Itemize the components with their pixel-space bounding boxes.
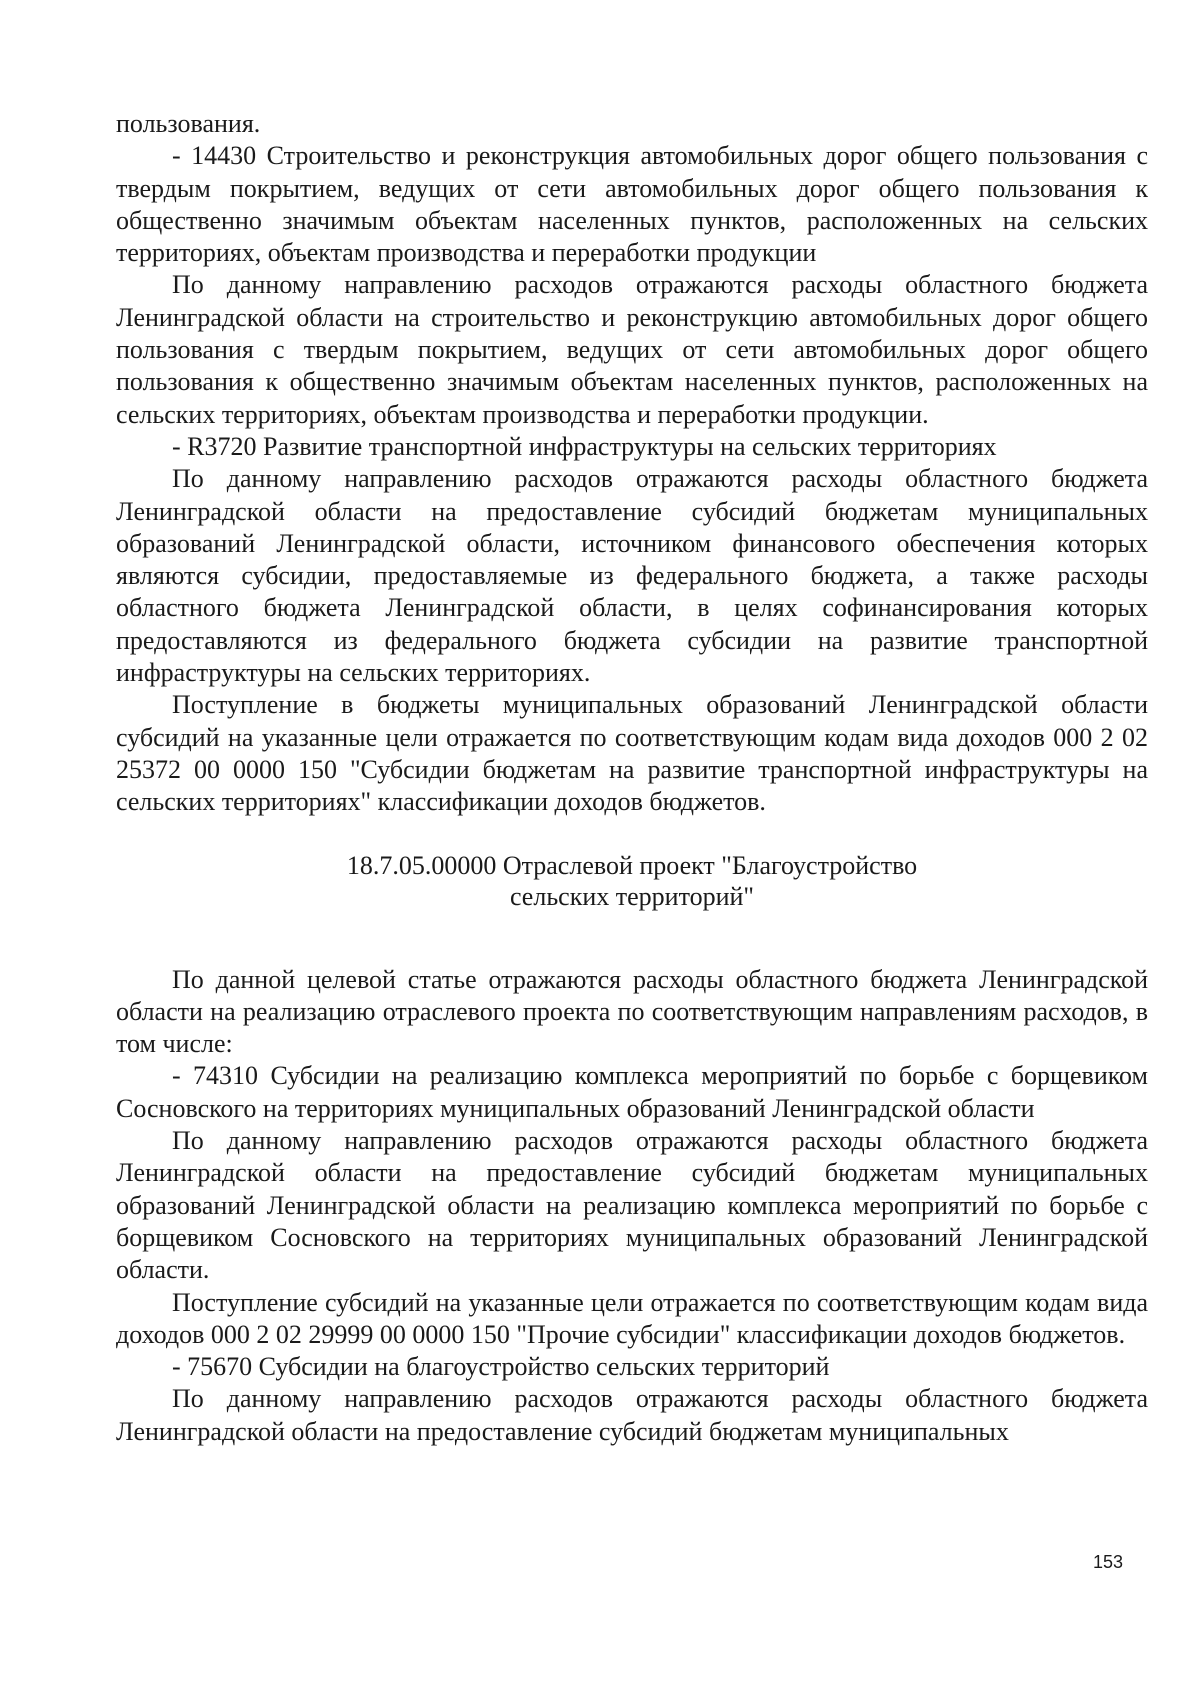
paragraph-target-article: По данной целевой статье отражаются расходы областного бюджета Ленинградской области на реализацию отраслевого проекта по соответствующим направлениям расходов, в том числе: [116, 964, 1148, 1059]
document-page [116, 108, 1148, 1448]
paragraph-r3720-description: По данному направлению расходов отражаются расходы областного бюджета Ленинградской области на предоставление субсидий бюджетам муниципальных образований Ленинградской области, источником финансового обеспечения которых являются субсидии, предоставляемые из федерального бюджета, а также расходы областного бюджета Ленинградской области, в целях софинансирования которых предоставляются из федерального бюджета субсидии на развитие транспортной инфраструктуры на сельских территориях. [116, 464, 1148, 688]
section-heading [116, 850, 1148, 912]
item-74310: - 74310 Субсидии на реализацию комплекса мероприятий по борьбе с борщевиком Сосновского на территориях муниципальных образований Ленинградской области [116, 1061, 1148, 1123]
paragraph-74310-revenue: Поступление субсидий на указанные цели отражается по соответствующим кодам вида доходов 000 2 02 29999 00 0000 150 "Прочие субсидии" классификации доходов бюджетов. [116, 1287, 1148, 1349]
section-heading-line-2: сельских территорий" [509, 881, 755, 911]
paragraph-r3720-revenue: Поступление в бюджеты муниципальных образований Ленинградской области субсидий на указанные цели отражается по соответствующим кодам вида доходов 000 2 02 25372 00 0000 150 "Субсидии бюджетам на развитие транспортной инфраструктуры на сельских территориях" классификации доходов бюджетов. [116, 690, 1148, 817]
item-r3720: - R3720 Развитие транспортной инфраструктуры на сельских территориях [172, 431, 997, 461]
paragraph-74310-description: По данному направлению расходов отражаются расходы областного бюджета Ленинградской области на предоставление субсидий бюджетам муниципальных образований Ленинградской области на реализацию комплекса мероприятий по борьбе с борщевиком Сосновского на территориях муниципальных образований Ленинградской области. [116, 1126, 1148, 1285]
section-heading-line-1: 18.7.05.00000 Отраслевой проект "Благоустройство [346, 850, 918, 880]
paragraph-14430-description: По данному направлению расходов отражаются расходы областного бюджета Ленинградской области на строительство и реконструкцию автомобильных дорог общего пользования с твердым покрытием, ведущих от сети автомобильных дорог общего пользования к общественно значимым объектам населенных пунктов, расположенных на сельских территориях, объектам производства и переработки продукции. [116, 270, 1148, 429]
item-75670: - 75670 Субсидии на благоустройство сельских территорий [172, 1352, 830, 1382]
item-14430: - 14430 Строительство и реконструкция автомобильных дорог общего пользования с твердым покрытием, ведущих от сети автомобильных дорог общего пользования к общественно значимым объектам населенных пунктов, расположенных на сельских территориях, объектам производства и переработки продукции [116, 141, 1148, 268]
paragraph-75670-description: По данному направлению расходов отражаются расходы областного бюджета Ленинградской области на предоставление субсидий бюджетам муниципальных [116, 1384, 1148, 1446]
page-number: 153 [1093, 1552, 1124, 1572]
paragraph-continuation: пользования. [116, 109, 261, 138]
